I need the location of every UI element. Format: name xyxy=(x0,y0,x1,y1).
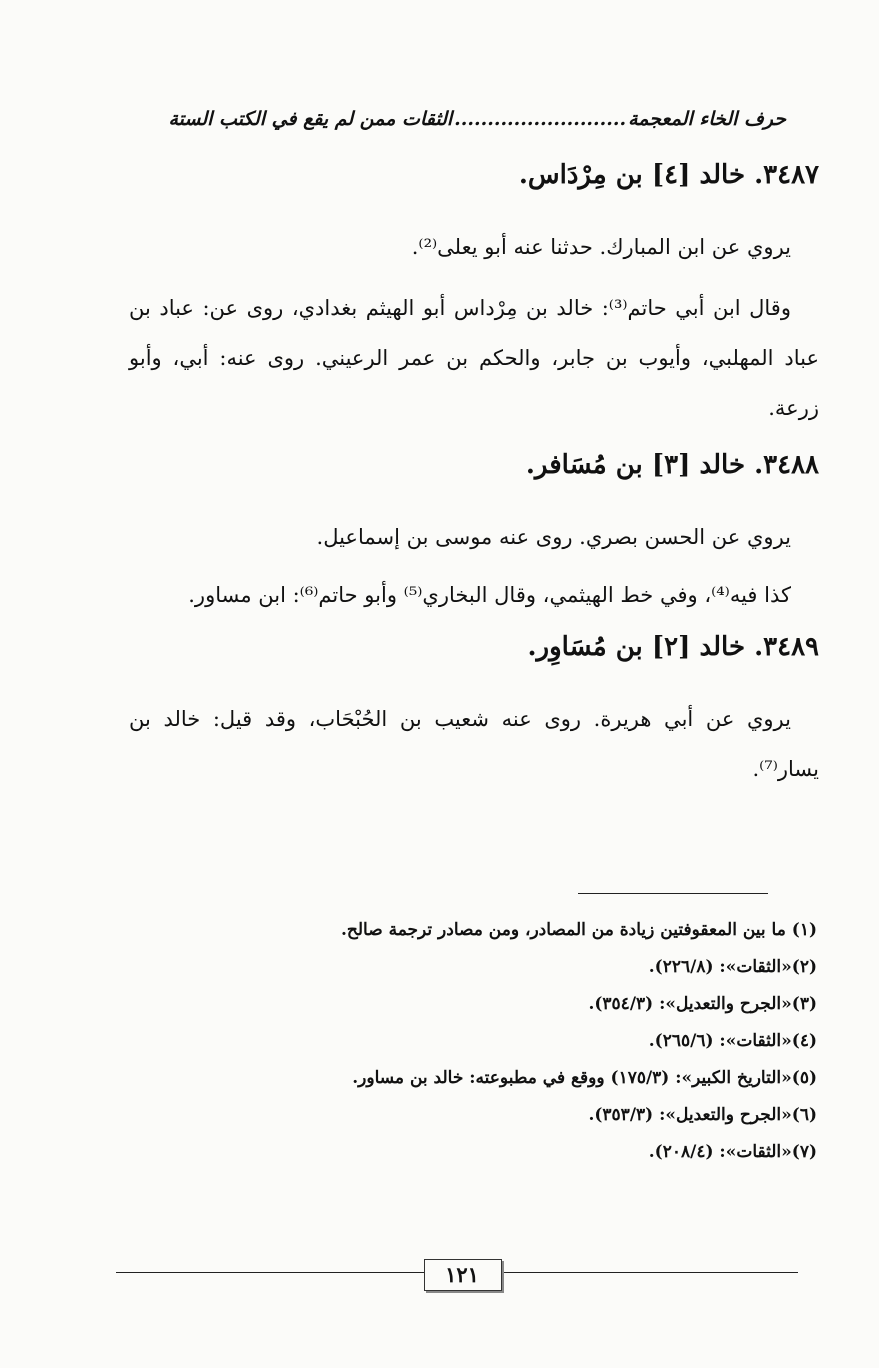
running-head-right: الثقات ممن لم يقع في الكتب الستة xyxy=(168,108,453,130)
footnote: (٢)«الثقات»: (٢٢٦/٨). xyxy=(648,957,817,977)
footnote: (٧)«الثقات»: (٢٠٨/٤). xyxy=(648,1142,817,1162)
running-head-dots: .......................... xyxy=(454,108,627,130)
paragraph-text: يروي عن الحسن بصري. روى عنه موسى بن إسماعيل. xyxy=(316,525,791,549)
entry-heading: ٣٤٨٨. خالد [٣] بن مُسَافر. xyxy=(525,450,819,480)
entry-paragraph xyxy=(129,570,819,620)
entry-paragraph xyxy=(129,694,819,794)
footnotes xyxy=(117,912,817,1171)
entry-paragraph xyxy=(129,283,819,433)
footnote: (٥)«التاريخ الكبير»: (١٧٥/٣) ووقع في مطبوعته: خالد بن مساور. xyxy=(352,1068,817,1088)
entry-heading: ٣٤٨٧. خالد [٤] بن مِرْدَاس. xyxy=(518,160,819,190)
entry-paragraph xyxy=(129,512,819,562)
running-head xyxy=(128,108,786,130)
paragraph-text: يروي عن أبي هريرة. روى عنه شعيب بن الحُبْحَاب، وقد قيل: خالد بن يسار⁽⁷⁾. xyxy=(129,707,819,781)
paragraph-text: كذا فيه⁽⁴⁾، وفي خط الهيثمي، وقال البخاري⁽⁵⁾ وأبو حاتم⁽⁶⁾: ابن مساور. xyxy=(188,583,791,607)
entry-paragraph xyxy=(129,222,819,272)
footnote: (٣)«الجرح والتعديل»: (٣٥٤/٣). xyxy=(588,994,817,1014)
footnote: (١) ما بين المعقوفتين زيادة من المصادر، ومن مصادر ترجمة صالح. xyxy=(340,920,817,940)
page-number: ١٢١ xyxy=(445,1262,479,1287)
entry-heading: ٣٤٨٩. خالد [٢] بن مُسَاوِر. xyxy=(527,632,819,662)
running-head-left: حرف الخاء المعجمة xyxy=(628,108,786,130)
paragraph-text: وقال ابن أبي حاتم⁽³⁾: خالد بن مِرْداس أبو الهيثم بغدادي، روى عن: عباد بن عباد المهلبي، وأيوب بن جابر، والحكم بن عمر الرعيني. روى عنه: أبي، وأبو زرعة. xyxy=(129,296,819,420)
footnote: (٦)«الجرح والتعديل»: (٣٥٣/٣). xyxy=(588,1105,817,1125)
paragraph-text: يروي عن ابن المبارك. حدثنا عنه أبو يعلى⁽²⁾. xyxy=(411,235,791,259)
footnote: (٤)«الثقات»: (٢٦٥/٦). xyxy=(648,1031,817,1051)
footnote-separator xyxy=(578,893,768,894)
